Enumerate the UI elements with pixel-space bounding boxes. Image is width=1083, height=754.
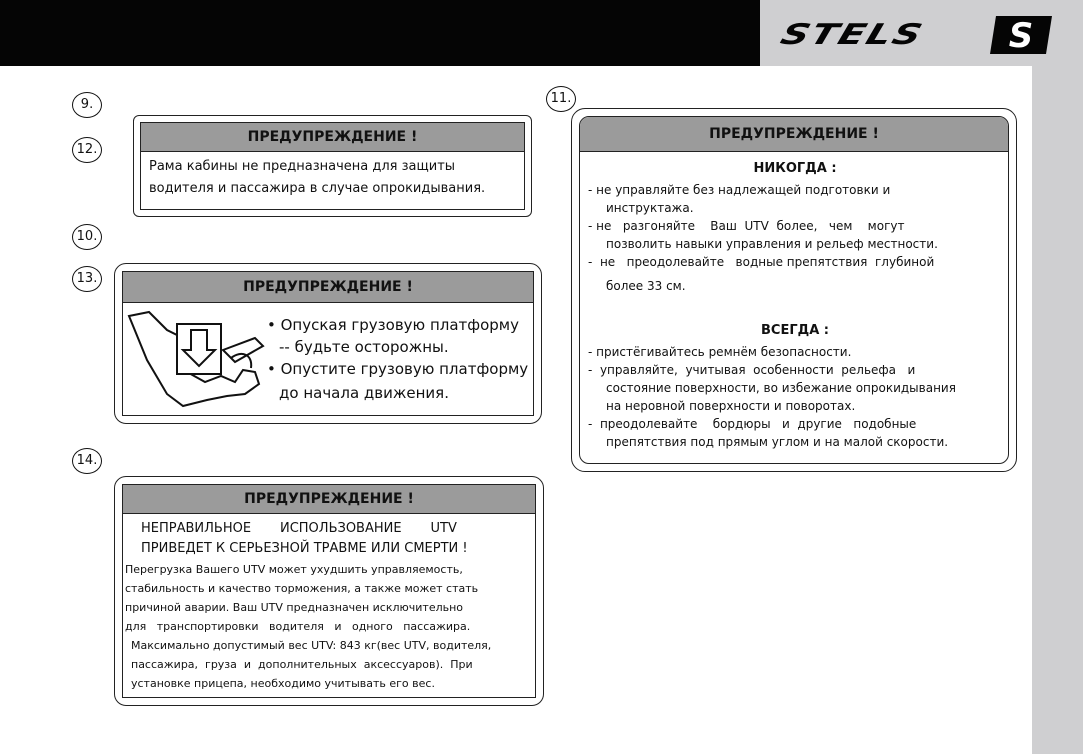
item-number-10: 10. (72, 224, 102, 250)
warning-12-title: ПРЕДУПРЕЖДЕНИЕ ! (141, 123, 524, 152)
item-number-11: 11. (546, 86, 576, 112)
warning-13-box (114, 263, 542, 424)
warning-13-line-1: • Опуская грузовую платформу (267, 316, 519, 334)
warning-14-heading-2: ПРИВЕДЕТ К СЕРЬЕЗНОЙ ТРАВМЕ ИЛИ СМЕРТИ ! (141, 541, 468, 556)
always-title: ВСЕГДА : (761, 323, 829, 338)
always-line-4: на неровной поверхности и поворотах. (606, 399, 856, 413)
item-number-14: 14. (72, 448, 102, 474)
warning-14-body-4: для транспортировки водителя и одного пассажира. (125, 620, 471, 633)
right-sidebar-strip (1032, 66, 1083, 754)
warning-14-body-5: Максимально допустимый вес UTV: 843 кг(вес UTV, водителя, (131, 639, 492, 652)
warning-14-body-3: причиной аварии. Ваш UTV предназначен исключительно (125, 601, 464, 614)
always-line-1: - пристёгивайтесь ремнём безопасности. (588, 345, 852, 359)
warning-14-box (114, 476, 544, 706)
never-line-5: - не преодолевайте водные препятствия глубиной (588, 255, 935, 269)
warning-14-title: ПРЕДУПРЕЖДЕНИЕ ! (123, 485, 535, 514)
always-line-6: препятствия под прямым углом и на малой скорости. (606, 435, 949, 449)
always-line-2: - управляйте, учитывая особенности рельефа и (588, 363, 916, 377)
item-number-12: 12. (72, 137, 102, 163)
warning-14-body-2: стабильность и качество торможения, а также может стать (125, 582, 479, 595)
warning-14-body-7: установке прицепа, необходимо учитывать его вес. (131, 677, 435, 690)
never-title: НИКОГДА : (753, 161, 837, 176)
warning-13-line-2: -- будьте осторожны. (279, 338, 449, 356)
cargo-bed-lowering-icon (127, 310, 267, 410)
never-line-3: - не разгоняйте Ваш UTV более, чем могут (588, 219, 905, 233)
stels-badge-letter: S (1008, 16, 1034, 56)
warning-12-box (133, 115, 532, 217)
stels-badge-icon (986, 14, 1058, 56)
stels-logo: STELS (776, 17, 929, 51)
warning-13-line-4: до начала движения. (279, 384, 449, 402)
warning-13-line-3: • Опустите грузовую платформу (267, 360, 529, 378)
always-line-5: - преодолевайте бордюры и другие подобные (588, 417, 917, 431)
warning-12-line-2: водителя и пассажира в случае опрокидывания. (149, 181, 486, 196)
warning-14-body-1: Перегрузка Вашего UTV может ухудшить управляемость, (125, 563, 463, 576)
warning-14-body-6: пассажира, груза и дополнительных аксессуаров). При (131, 658, 473, 671)
never-line-1: - не управляйте без надлежащей подготовки и (588, 183, 891, 197)
warning-11-title: ПРЕДУПРЕЖДЕНИЕ ! (580, 117, 1008, 152)
never-line-6: более 33 см. (606, 279, 686, 293)
item-number-13: 13. (72, 266, 102, 292)
never-line-2: инструктажа. (606, 201, 694, 215)
always-line-3: состояние поверхности, во избежание опрокидывания (606, 381, 956, 395)
header-black-bar (0, 0, 760, 66)
warning-14-heading-1: НЕПРАВИЛЬНОЕ ИСПОЛЬЗОВАНИЕ UTV (141, 521, 457, 536)
item-number-9: 9. (72, 92, 102, 118)
never-line-4: позволить навыки управления и рельеф местности. (606, 237, 938, 251)
warning-11-box (571, 108, 1017, 472)
warning-12-line-1: Рама кабины не предназначена для защиты (149, 159, 456, 174)
warning-13-title: ПРЕДУПРЕЖДЕНИЕ ! (123, 272, 533, 303)
